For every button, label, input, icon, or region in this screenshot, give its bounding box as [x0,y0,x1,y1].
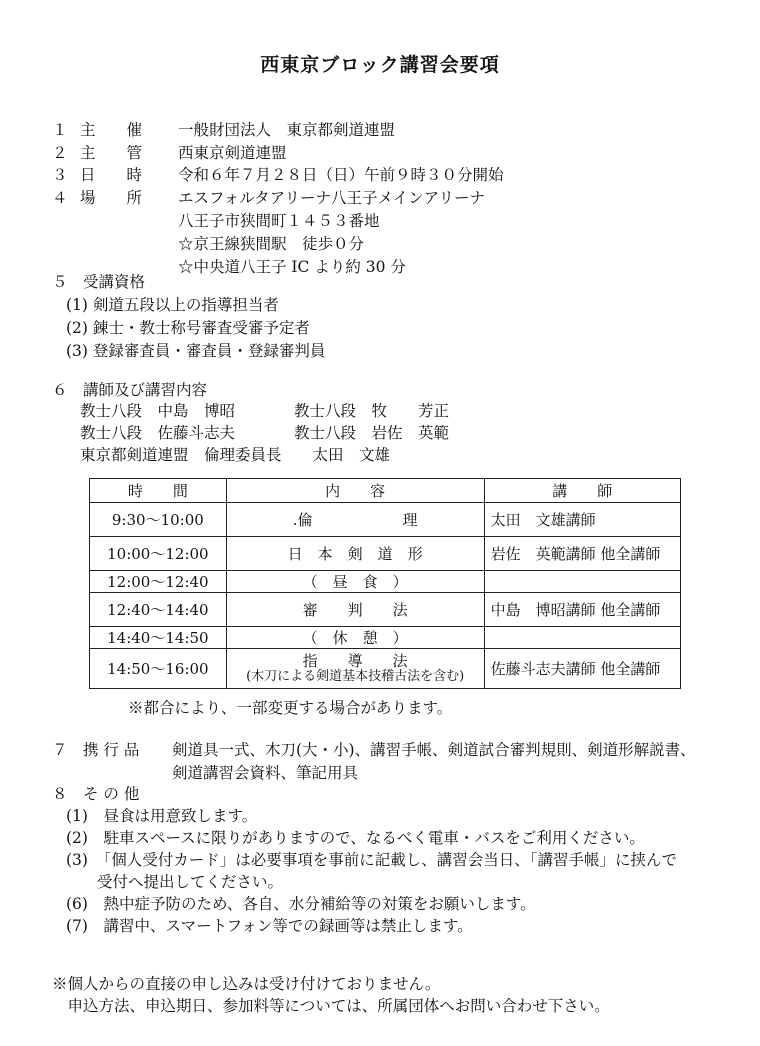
instructor-name: 教士八段 牧 芳正 [294,402,450,420]
cell-time: 12:40〜14:40 [90,593,227,627]
table-row [90,593,681,627]
column-header-content: 内 容 [226,479,484,503]
instructor-name: 教士八段 中島 博昭 [80,402,236,420]
section-heading-instructors: ６ 講師及び講習内容 [52,381,208,399]
cell-content-main: 指 導 法 [302,652,408,671]
table-row [90,649,681,689]
item-value: 令和６年７月２８日（日）午前９時３０分開始 [178,166,504,184]
belongings-line: 剣道講習会資料、筆記用具 [172,764,359,782]
cell-content [226,649,484,689]
item-label: 主 催 [80,121,143,139]
ethics-chair: 東京都剣道連盟 倫理委員長 太田 文雄 [80,446,391,464]
others-item: (3) 「個人受付カード」は必要事項を事前に記載し、講習会当日、「講習手帳」に挟んで [66,851,677,869]
cell-time: 14:50〜16:00 [90,649,227,689]
others-item: (2) 駐車スペースに限りがありますので、なるべく電車・バスをご利用ください。 [66,829,645,847]
cell-content: （ 昼 食 ） [226,571,484,593]
section-heading-qualification: ５ 受講資格 [52,273,146,291]
item-label: 日 時 [80,166,143,184]
cell-instructor: 太田 文雄講師 [484,503,680,537]
others-item: (1) 昼食は用意致します。 [66,807,258,825]
schedule-note: ※都合により、一部変更する場合があります。 [128,699,453,717]
table-header-row [90,479,681,503]
cell-content: 日 本 剣 道 形 [226,537,484,571]
cell-content: （ 休 憩 ） [226,627,484,649]
venue-access-car: ☆中央道八王子 IC より約 30 分 [178,258,406,276]
instructor-name: 教士八段 佐藤斗志夫 [80,424,236,442]
section-heading-belongings: ７ 携 行 品 [52,741,140,759]
column-header-instructor: 講 師 [484,479,680,503]
table-row [90,571,681,593]
venue-address: 八王子市狭間町１４５３番地 [178,212,380,230]
cell-time: 14:40〜14:50 [90,627,227,649]
item-number: ２ [52,144,68,162]
cell-instructor [484,571,680,593]
instructor-name: 教士八段 岩佐 英範 [294,424,450,442]
cell-content: 審 判 法 [226,593,484,627]
qualification-item: (2) 錬士・教士称号審査受審予定者 [66,319,310,337]
cell-time: 10:00〜12:00 [90,537,227,571]
belongings-line: 剣道具一式、木刀(大・小)、講習手帳、剣道試合審判規則、剣道形解説書、 [172,741,696,759]
document-title: 西東京ブロック講習会要項 [260,54,500,76]
table-row [90,627,681,649]
section-heading-others: ８ そ の 他 [52,785,140,803]
qualification-item: (1) 剣道五段以上の指導担当者 [66,296,279,314]
others-item: 受付へ提出してください。 [66,873,284,891]
schedule-table [89,478,681,689]
cell-content-sub: (木刀による剣道基本技稽古法を含む) [246,669,465,685]
item-value: エスフォルタアリーナ八王子メインアリーナ [178,189,486,207]
cell-instructor: 中島 博昭講師 他全講師 [484,593,680,627]
others-item: (6) 熱中症予防のため、各自、水分補給等の対策をお願いします。 [66,895,536,913]
item-value: 一般財団法人 東京都剣道連盟 [178,121,396,139]
cell-instructor [484,627,680,649]
footer-note: 申込方法、申込期日、参加料等については、所属団体へお問い合わせ下さい。 [52,997,610,1015]
table-row [90,503,681,537]
item-label: 主 管 [80,144,143,162]
cell-time: 9:30〜10:00 [90,503,227,537]
item-number: ４ [52,189,68,207]
footer-note: ※個人からの直接の申し込みは受け付けておりません。 [52,975,441,993]
cell-time: 12:00〜12:40 [90,571,227,593]
item-number: ３ [52,166,68,184]
others-item: (7) 講習中、スマートフォン等での録画等は禁止します。 [66,917,473,935]
cell-instructor: 佐藤斗志夫講師 他全講師 [484,649,680,689]
item-label: 場 所 [80,189,143,207]
qualification-item: (3) 登録審査員・審査員・登録審判員 [66,342,326,360]
column-header-time: 時 間 [90,479,227,503]
item-value: 西東京剣道連盟 [178,144,287,162]
cell-instructor: 岩佐 英範講師 他全講師 [484,537,680,571]
table-row [90,537,681,571]
venue-access-train: ☆京王線狭間駅 徒歩０分 [178,235,365,253]
cell-content: .倫 理 [226,503,484,537]
item-number: １ [52,121,68,139]
